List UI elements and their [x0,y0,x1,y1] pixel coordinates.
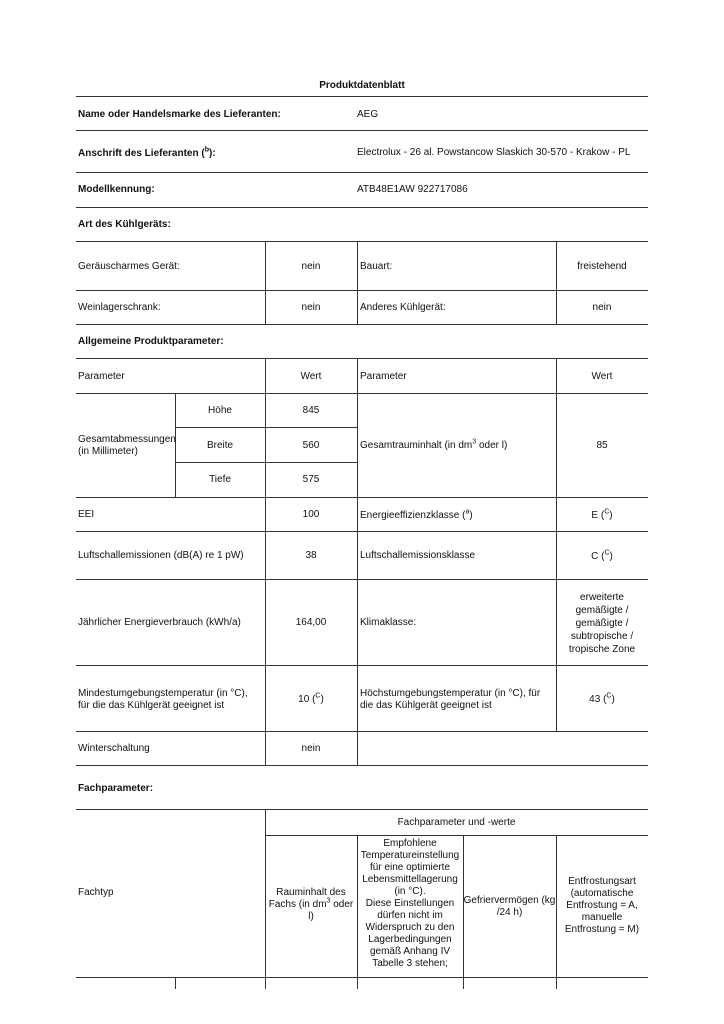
model-label: Modellkennung: [78,184,155,195]
depth-value: 575 [302,474,320,485]
width-label: Breite [206,440,234,451]
defrost-type-header: Entfrostungsart (automatische Entfrostung = A, manuelle Entfrostung = M) [564,876,640,935]
rule [76,241,648,242]
supplier-name-value: AEG [357,109,379,120]
rule [76,731,648,732]
rule [175,462,357,463]
noise-value: 38 [305,550,317,561]
max-temp-label: Höchstumgebungstemperatur (in °C), für die das Kühlgerät geeignet ist [360,688,541,711]
min-temp-label: Mindestumgebungstemperatur (in °C), für die das Kühlgerät geeignet ist [78,688,248,711]
total-volume-value: 85 [596,440,608,451]
rule [76,579,648,580]
supplier-address-label: Anschrift des Lieferanten ($^b$): [78,146,216,159]
rule [76,665,648,666]
width-value: 560 [302,440,320,451]
eei-label: EEI [78,509,95,520]
rule [76,290,648,291]
compartment-group-header: Fachparameter und -werte [397,817,516,828]
model-value: ATB48E1AW 922717086 [357,184,468,195]
wine-cabinet-value: nein [301,302,321,313]
rule [76,765,648,766]
low-noise-label: Geräuscharmes Gerät: [78,261,180,272]
dimensions-label: Gesamtabmessungen (in Millimeter) [78,434,176,457]
rule [76,809,648,810]
height-value: 845 [302,405,320,416]
rule [76,393,648,394]
total-volume-label: Gesamtrauminhalt (in $dm^3$ oder l) [360,438,508,451]
col-line [357,241,358,324]
max-temp-value: 43 ($^C$) [589,692,615,705]
supplier-name-label: Name oder Handelsmarke des Lieferanten: [78,109,281,120]
compartment-volume-header: Rauminhalt des Fachs (in $dm^3$ oder l) [268,887,354,922]
rule [76,531,648,532]
depth-label: Tiefe [209,474,231,485]
climate-class-label: Klimaklasse: [360,617,417,628]
page-title: Produktdatenblatt [319,80,405,91]
recommended-temp-header: Empfohlene Temperatureinstellung für eine optimierte Lebensmittellagerung (in °C). Diese Einstellungen dürfen nicht im Widerspruch zu den Lagerbedingungen gemäß Anhang IV Tabelle 3 stehen; [360,838,460,969]
energy-class-value: E ($^C$) [591,508,613,521]
general-heading: Allgemeine Produktparameter: [78,336,224,347]
energy-class-label: Energieeffizienzklasse ($^a$) [360,508,473,521]
rule [76,207,648,208]
noise-class-label: Luftschallemissionsklasse [360,550,476,561]
noise-class-value: C ($^C$) [591,549,613,562]
winter-value: nein [301,743,321,754]
compartment-heading: Fachparameter: [78,783,154,794]
device-type-heading: Art des Kühlgeräts: [78,219,171,230]
rule [175,427,357,428]
other-appliance-value: nein [592,302,612,313]
height-label: Höhe [208,405,232,416]
rule [76,358,648,359]
energy-consumption-value: 164,00 [295,617,327,628]
compartment-type-label: Fachtyp [78,887,114,898]
design-label: Bauart: [360,261,393,272]
rule [76,497,648,498]
col-line [175,977,176,989]
winter-label: Winterschaltung [78,743,150,754]
energy-consumption-label: Jährlicher Energieverbrauch (kWh/a) [78,617,241,628]
rule [76,130,648,131]
climate-class-value: erweiterte gemäßigte / gemäßigte / subtropische / tropische Zone [568,592,636,655]
wine-cabinet-label: Weinlagerschrank: [78,302,161,313]
param-col-header: Parameter [78,371,125,382]
rule [265,835,648,836]
rule [76,324,648,325]
rule [76,96,648,97]
freezing-capacity-header: Gefriervermögen (kg /24 h) [463,895,556,918]
value-col-header-2: Wert [591,371,613,382]
other-appliance-label: Anderes Kühlgerät: [360,302,446,313]
param-col-header-2: Parameter [360,371,407,382]
noise-label: Luftschallemissionen (dB(A) re 1 pW) [78,550,244,561]
supplier-address-value: Electrolux - 26 al. Powstancow Slaskich 30-570 - Krakow - PL [357,147,631,158]
rule [76,172,648,173]
min-temp-value: 10 ($^C$) [298,692,324,705]
rule [76,977,648,978]
design-value: freistehend [577,261,627,272]
eei-value: 100 [302,509,320,520]
col-line [556,358,557,731]
col-line [357,358,358,765]
low-noise-value: nein [301,261,321,272]
value-col-header: Wert [300,371,322,382]
